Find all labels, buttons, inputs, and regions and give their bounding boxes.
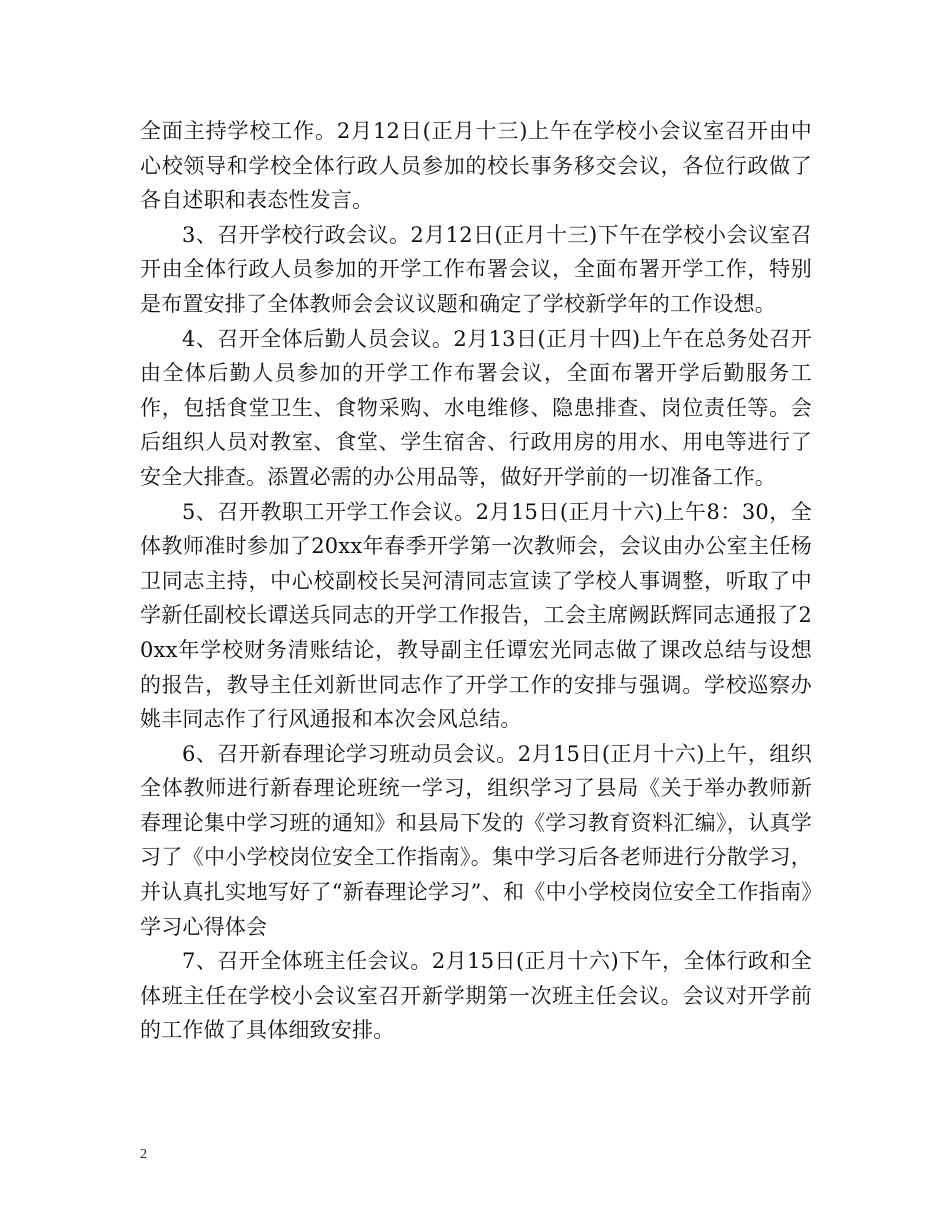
paragraph-1: 全面主持学校工作。2月12日(正月十三)上午在学校小会议室召开由中心校领导和学校全体行政人员参加的校长事务移交会议，各位行政做了各自述职和表态性发言。 (140, 119, 812, 213)
paragraph-3: 4、召开全体后勤人员会议。2月13日(正月十四)上午在总务处召开由全体后勤人员参加的开学工作布署会议，全面布署开学后勤服务工作，包括食堂卫生、食物采购、水电维修、隐患排查、岗位责任等。会后组织人员对教室、食堂、学生宿舍、行政用房的用水、用电等进行了安全大排查。添置必需的办公用品等，做好开学前的一切准备工作。 (140, 326, 812, 489)
paragraph-6: 7、召开全体班主任会议。2月15日(正月十六)下午，全体行政和全体班主任在学校小会议室召开新学期第一次班主任会议。会议对开学前的工作做了具体细致安排。 (140, 949, 812, 1043)
paragraph-4: 5、召开教职工开学工作会议。2月15日(正月十六)上午8：30，全体教师准时参加了20xx年春季开学第一次教师会，会议由办公室主任杨卫同志主持，中心校副校长吴河清同志宣读了学校人事调整，听取了中学新任副校长谭送兵同志的开学工作报告，工会主席阙跃辉同志通报了20xx年学校财务清账结论，教导副主任谭宏光同志做了课改总结与设想的报告，教导主任刘新世同志作了开学工作的安排与强调。学校巡察办姚丰同志作了行风通报和本次会风总结。 (140, 499, 812, 732)
paragraph-5: 6、召开新春理论学习班动员会议。2月15日(正月十六)上午，组织全体教师进行新春理论班统一学习，组织学习了县局《关于举办教师新春理论集中学习班的通知》和县局下发的《学习教育资料汇编》，认真学习了《中小学校岗位安全工作指南》。集中学习后各老师进行分散学习，并认真扎实地写好了“新春理论学习”、和《中小学校岗位安全工作指南》学习心得体会 (140, 741, 812, 939)
paragraph-2: 3、召开学校行政会议。2月12日(正月十三)下午在学校小会议室召开由全体行政人员参加的开学工作布署会议，全面布署开学工作，特别是布置安排了全体教师会会议议题和确定了学校新学年的工作设想。 (140, 222, 812, 316)
body-text (140, 114, 812, 1048)
page-number: 2 (140, 1147, 147, 1162)
